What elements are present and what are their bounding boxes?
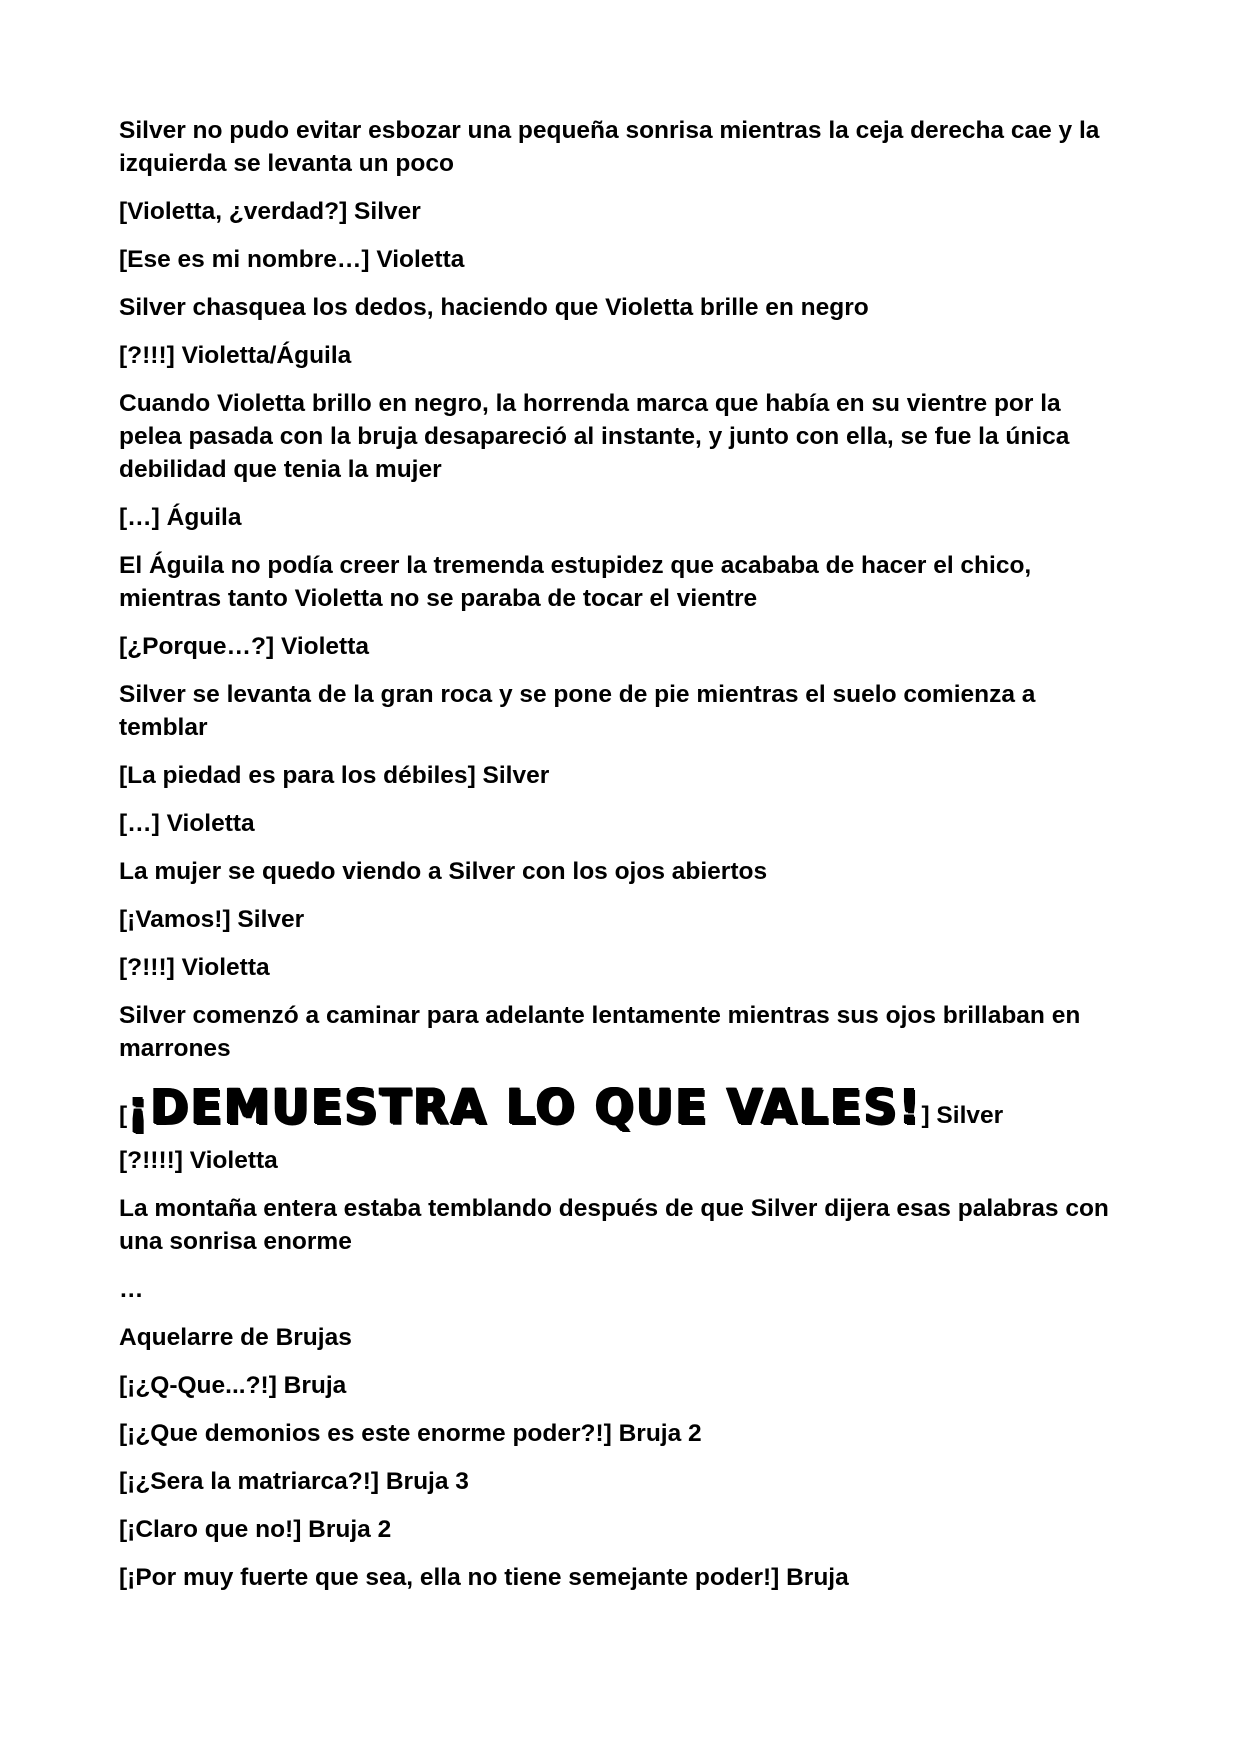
dialogue-line: [Ese es mi nombre…] Violetta bbox=[119, 246, 465, 273]
paragraph: La montaña entera estaba temblando después de que Silver dijera esas palabras con una sonrisa enorme bbox=[119, 1195, 1109, 1255]
paragraph: La mujer se quedo viendo a Silver con los ojos abiertos bbox=[119, 858, 768, 885]
dialogue-line: [¡Por muy fuerte que sea, ella no tiene semejante poder!] Bruja bbox=[119, 1564, 849, 1591]
shout-dialogue-line bbox=[119, 1077, 1129, 1135]
paragraph: Silver se levanta de la gran roca y se pone de pie mientras el suelo comienza a temblar bbox=[119, 681, 1036, 741]
paragraph: El Águila no podía creer la tremenda estupidez que acababa de hacer el chico, mientras tanto Violetta no se paraba de tocar el vientre bbox=[119, 552, 1032, 612]
dialogue-line: [¡¿Sera la matriarca?!] Bruja 3 bbox=[119, 1468, 469, 1495]
dialogue-line: [¡¿Q-Que...?!] Bruja bbox=[119, 1372, 347, 1399]
dialogue-line: [¿Porque…?] Violetta bbox=[119, 633, 370, 660]
paragraph: Cuando Violetta brillo en negro, la horrenda marca que había en su vientre por la pelea pasada con la bruja desapareció al instante, y junto con ella, se fue la única debilidad que tenia la mujer bbox=[119, 390, 1070, 483]
dialogue-line: […] Violetta bbox=[119, 810, 255, 837]
dialogue-line: [?!!!] Violetta bbox=[119, 954, 270, 981]
paragraph: Silver comenzó a caminar para adelante lentamente mientras sus ojos brillaban en marrones bbox=[119, 1002, 1081, 1062]
dialogue-line: [¡Claro que no!] Bruja 2 bbox=[119, 1516, 392, 1543]
dialogue-line: [¡Vamos!] Silver bbox=[119, 906, 305, 933]
dialogue-line: [Violetta, ¿verdad?] Silver bbox=[119, 198, 421, 225]
dialogue-line: [?!!!] Violetta/Águila bbox=[119, 342, 352, 369]
shout-open-bracket: [ bbox=[119, 1102, 128, 1129]
paragraph: Silver no pudo evitar esbozar una pequeña sonrisa mientras la ceja derecha cae y la izquierda se levanta un poco bbox=[119, 117, 1100, 177]
dialogue-line: [La piedad es para los débiles] Silver bbox=[119, 762, 550, 789]
dialogue-line: […] Águila bbox=[119, 504, 242, 531]
scene-heading: Aquelarre de Brujas bbox=[119, 1324, 352, 1351]
document-body bbox=[119, 114, 1129, 1609]
dialogue-line: [¡¿Que demonios es este enorme poder?!] Bruja 2 bbox=[119, 1420, 702, 1447]
shout-text: ¡DEMUESTRA LO QUE VALES! bbox=[127, 1077, 922, 1135]
shout-speaker: ] Silver bbox=[921, 1102, 1004, 1129]
scene-break: … bbox=[119, 1276, 144, 1303]
dialogue-line: [?!!!!] Violetta bbox=[119, 1147, 278, 1174]
paragraph: Silver chasquea los dedos, haciendo que Violetta brille en negro bbox=[119, 294, 869, 321]
